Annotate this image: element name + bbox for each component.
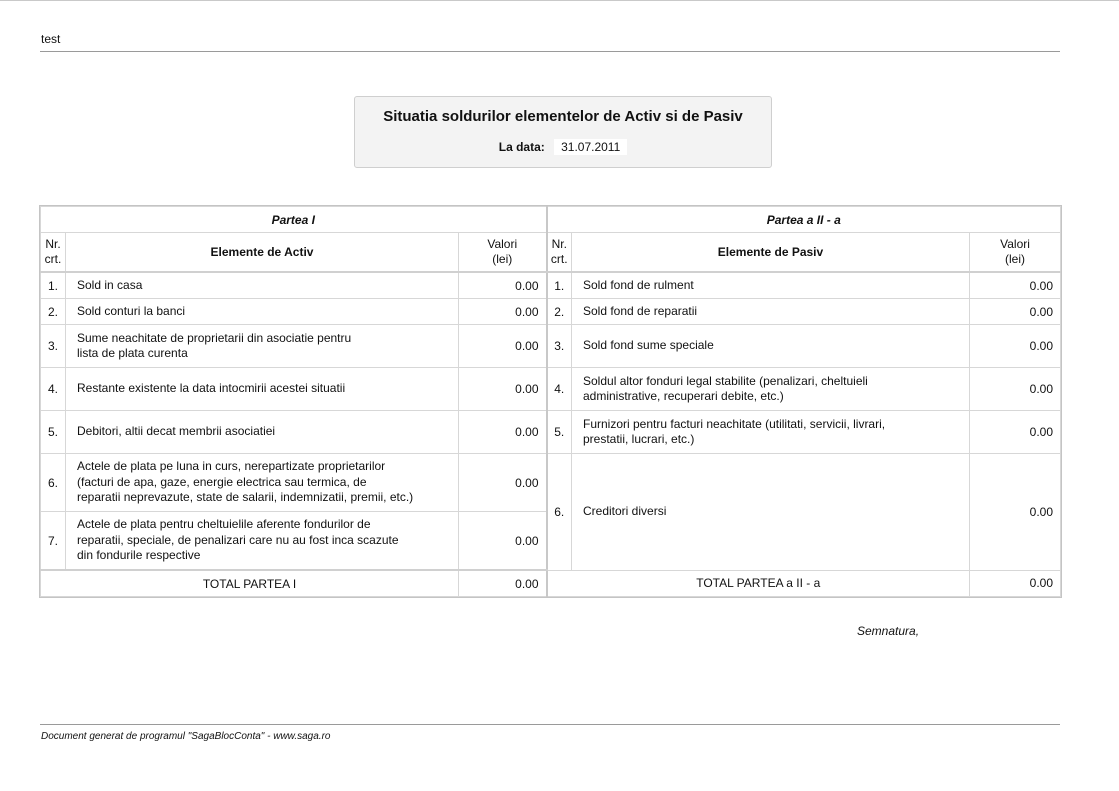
activ-row-value: 0.00 xyxy=(459,299,547,325)
footer-divider xyxy=(40,724,1060,725)
total-activ-value: 0.00 xyxy=(459,570,547,597)
footer-text: Document generat de programul "SagaBlocConta" - www.saga.ro xyxy=(41,731,331,742)
activ-row-nr: 6. xyxy=(41,454,66,512)
pasiv-row-value: 0.00 xyxy=(970,299,1061,325)
report-title-box xyxy=(354,96,772,168)
pasiv-row-nr: 1. xyxy=(547,272,572,299)
activ-row-description: Sume neachitate de proprietarii din asociatie pentru lista de plata curenta xyxy=(66,325,459,368)
header-text: test xyxy=(41,32,61,46)
pasiv-row-description: Sold fond de reparatii xyxy=(572,299,970,325)
pasiv-row-description: Soldul altor fonduri legal stabilite (penalizari, cheltuieli administrative, recuperari debite, etc.) xyxy=(572,368,970,411)
activ-row-description: Restante existente la data intocmirii acestei situatii xyxy=(66,368,459,411)
pasiv-row-description: Creditori diversi xyxy=(572,454,970,571)
pasiv-row-description: Sold fond de rulment xyxy=(572,272,970,299)
top-border xyxy=(0,0,1119,1)
pasiv-row-nr: 3. xyxy=(547,325,572,368)
activ-row-description: Actele de plata pe luna in curs, nerepartizate proprietarilor (facturi de apa, gaze, energie electrica sau termica, de reparatii neprevazute, state de salarii, indemnizatii, premii, etc.) xyxy=(66,454,459,512)
activ-row-nr: 3. xyxy=(41,325,66,368)
activ-row-value: 0.00 xyxy=(459,454,547,512)
report-date-line xyxy=(355,139,771,155)
pasiv-row-description: Sold fond sume speciale xyxy=(572,325,970,368)
activ-row-nr: 5. xyxy=(41,411,66,454)
activ-values-header: Valori (lei) xyxy=(459,233,547,273)
date-value: 31.07.2011 xyxy=(554,139,627,155)
part1-header: Partea I xyxy=(41,207,547,233)
report-title: Situatia soldurilor elementelor de Activ si de Pasiv xyxy=(383,108,743,125)
pasiv-row-value: 0.00 xyxy=(970,325,1061,368)
pasiv-row-nr: 6. xyxy=(547,454,572,571)
activ-row-value: 0.00 xyxy=(459,411,547,454)
pasiv-row-value: 0.00 xyxy=(970,454,1061,571)
pasiv-row-nr: 4. xyxy=(547,368,572,411)
part2-header: Partea a II - a xyxy=(547,207,1061,233)
activ-row-value: 0.00 xyxy=(459,368,547,411)
pasiv-row-value: 0.00 xyxy=(970,411,1061,454)
activ-row-description: Sold conturi la banci xyxy=(66,299,459,325)
nr-column-header: Nr. crt. xyxy=(547,233,572,273)
balance-table xyxy=(40,206,1061,597)
header-divider xyxy=(40,51,1060,52)
activ-row-value: 0.00 xyxy=(459,512,547,571)
pasiv-row-nr: 2. xyxy=(547,299,572,325)
activ-row-nr: 2. xyxy=(41,299,66,325)
pasiv-row-value: 0.00 xyxy=(970,272,1061,299)
total-pasiv-label: TOTAL PARTEA a II - a xyxy=(547,570,970,597)
total-activ-label: TOTAL PARTEA I xyxy=(41,570,459,597)
pasiv-row-description: Furnizori pentru facturi neachitate (utilitati, servicii, livrari, prestatii, lucrari, etc.) xyxy=(572,411,970,454)
activ-row-nr: 1. xyxy=(41,272,66,299)
activ-row-nr: 7. xyxy=(41,512,66,571)
pasiv-row-value: 0.00 xyxy=(970,368,1061,411)
pasiv-row-nr: 5. xyxy=(547,411,572,454)
pasiv-values-header: Valori (lei) xyxy=(970,233,1061,273)
signature-label: Semnatura, xyxy=(857,624,920,638)
activ-column-header: Elemente de Activ xyxy=(66,233,459,273)
date-label: La data: xyxy=(498,140,545,154)
activ-row-description: Debitori, altii decat membrii asociatiei xyxy=(66,411,459,454)
activ-row-value: 0.00 xyxy=(459,272,547,299)
total-pasiv-value: 0.00 xyxy=(970,570,1061,597)
activ-row-description: Sold in casa xyxy=(66,272,459,299)
activ-row-value: 0.00 xyxy=(459,325,547,368)
nr-column-header: Nr. crt. xyxy=(41,233,66,273)
activ-row-nr: 4. xyxy=(41,368,66,411)
activ-row-description: Actele de plata pentru cheltuielile aferente fondurilor de reparatii, speciale, de penalizari care nu au fost inca scazute din fondurile respective xyxy=(66,512,459,571)
pasiv-column-header: Elemente de Pasiv xyxy=(572,233,970,273)
